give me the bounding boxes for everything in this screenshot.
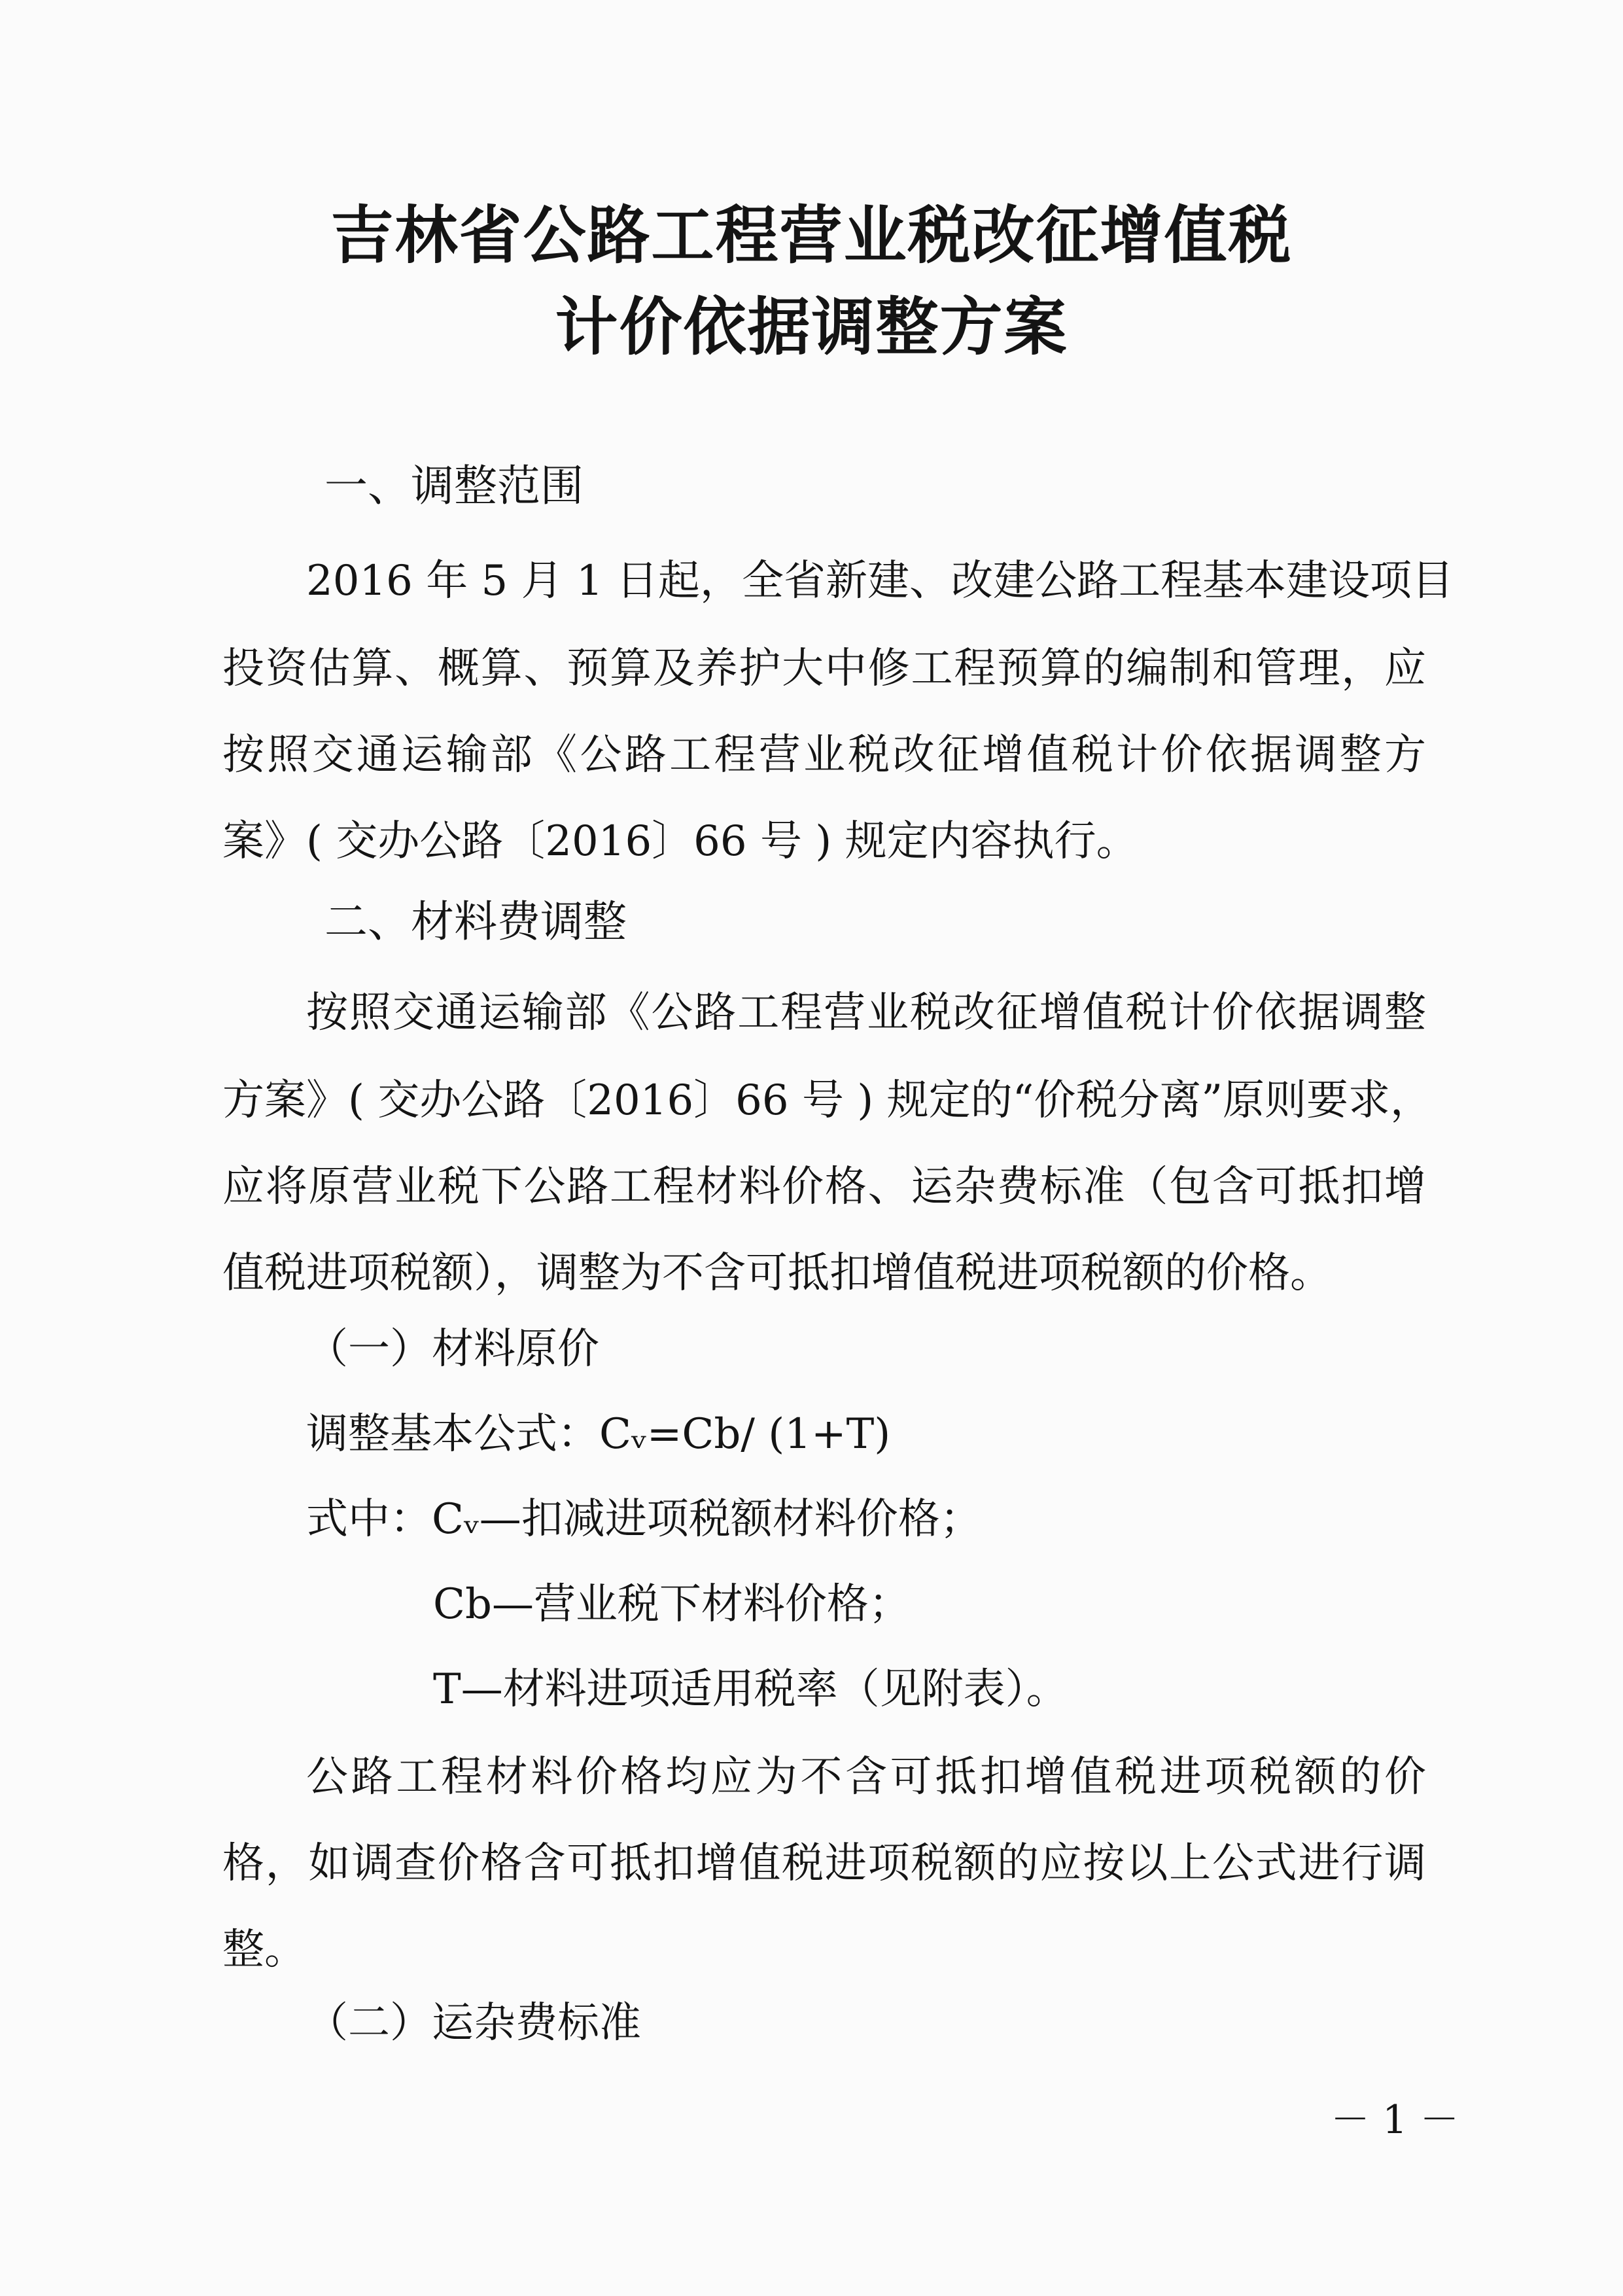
formula-definition-cb: Cb—营业税下材料价格；	[433, 1580, 911, 1629]
section-2-line-3: 应将原营业税下公路工程材料价格、运杂费标准（包含可抵扣增	[222, 1163, 1426, 1211]
section-1-line-1: 2016 年 5 月 1 日起，全省新建、改建公路工程基本建设项目	[306, 557, 1454, 605]
section-1-line-2: 投资估算、概算、预算及养护大中修工程预算的编制和管理，应	[222, 645, 1426, 693]
section-1-line-3: 按照交通运输部《公路工程营业税改征增值税计价依据调整方	[222, 731, 1426, 779]
formula-where-line: 式中：Cᵥ—扣减进项税额材料价格；	[306, 1495, 982, 1544]
section-2-line-4: 值税进项税额），调整为不含可抵扣增值税进项税额的价格。	[222, 1249, 1332, 1298]
document-title-line-1: 吉林省公路工程营业税改征增值税	[330, 199, 1293, 272]
subsection-1-heading: （一）材料原价	[306, 1325, 599, 1373]
paragraph-line-2: 格，如调查价格含可抵扣增值税进项税额的应按以上公式进行调	[222, 1839, 1426, 1888]
section-2-line-2: 方案》( 交办公路〔2016〕66 号 ) 规定的“价税分离”原则要求，	[222, 1076, 1433, 1125]
section-1-line-4: 案》( 交办公路〔2016〕66 号 ) 规定内容执行。	[222, 817, 1138, 866]
section-1-heading: 一、调整范围	[324, 461, 584, 511]
section-2-heading: 二、材料费调整	[324, 896, 627, 947]
subsection-2-heading: （二）运杂费标准	[306, 1999, 641, 2047]
section-2-line-1: 按照交通运输部《公路工程营业税改征增值税计价依据调整	[306, 989, 1426, 1037]
paragraph-line-1: 公路工程材料价格均应为不含可抵扣增值税进项税额的价	[306, 1753, 1426, 1801]
formula-line: 调整基本公式：Cᵥ=Cb/ (1+T)	[306, 1410, 891, 1458]
formula-definition-t: T—材料进项适用税率（见附表）。	[433, 1665, 1068, 1714]
page-number: － 1 －	[1331, 2097, 1459, 2143]
paragraph-line-3: 整。	[222, 1926, 306, 1974]
document-title-line-2: 计价依据调整方案	[555, 291, 1068, 364]
